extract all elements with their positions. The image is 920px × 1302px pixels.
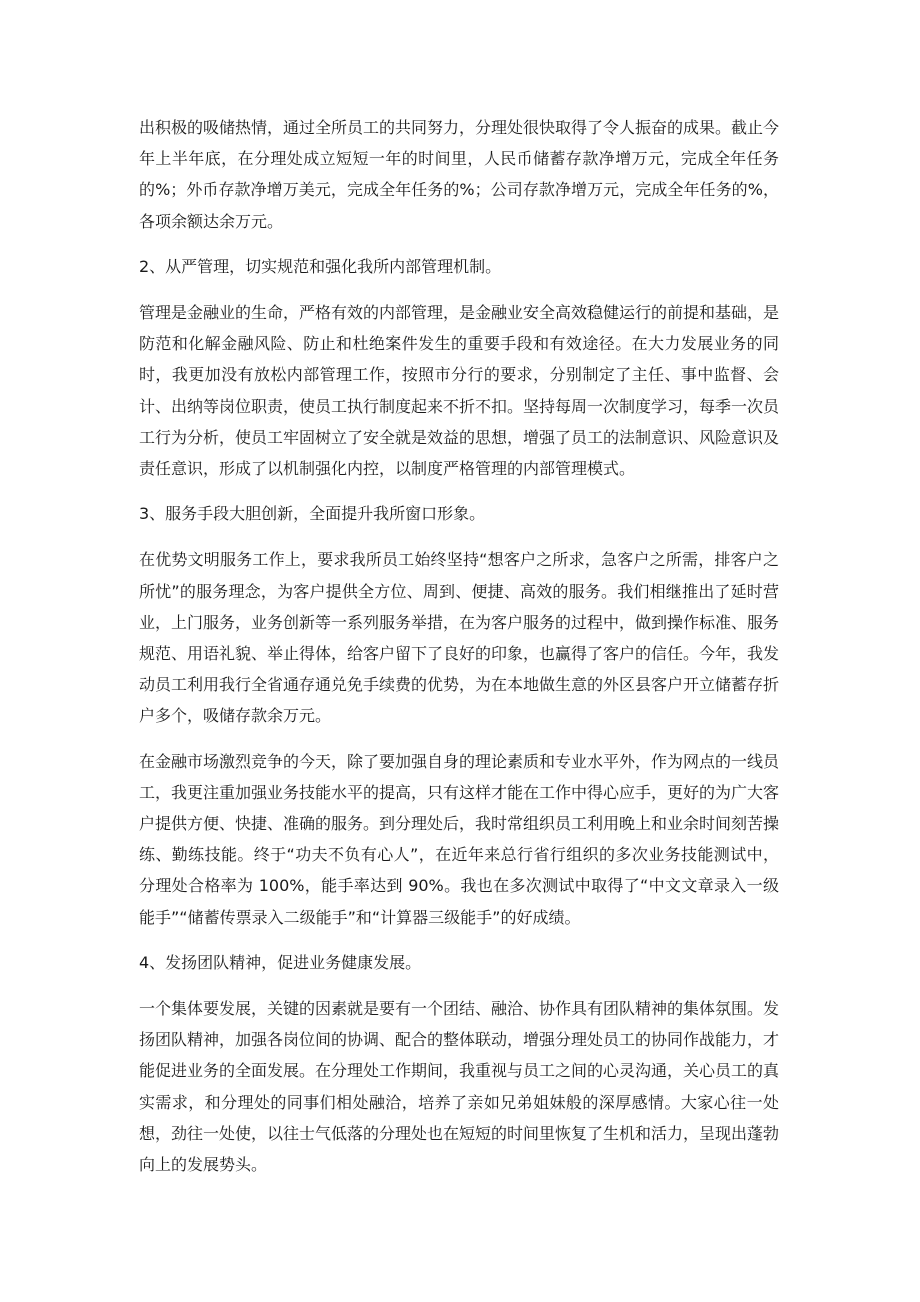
paragraph-deposit-results: 出积极的吸储热情，通过全所员工的共同努力，分理处很快取得了令人振奋的成果。截止今年上半年底，在分理处成立短短一年的时间里，人民币储蓄存款净增万元，完成全年任务的%；外币存款净增万美元，完成全年任务的%；公司存款净增万元，完成全年任务的%，各项余额达余万元。	[139, 118, 780, 231]
document-body	[139, 112, 779, 1194]
paragraph-team-spirit: 一个集体要发展，关键的因素就是要有一个团结、融洽、协作具有团队精神的集体氛围。发扬团队精神，加强各岗位间的协调、配合的整体联动，增强分理处员工的协同作战能力，才能促进业务的全面发展。在分理处工作期间，我重视与员工之间的心灵沟通，关心员工的真实需求，和分理处的同事们相处融洽，培养了亲如兄弟姐妹般的深厚感情。大家心往一处想，劲往一处使，以往士气低落的分理处也在短短的时间里恢复了生机和活力，呈现出蓬勃向上的发展势头。	[139, 999, 780, 1175]
paragraph-service-innovation: 在优势文明服务工作上，要求我所员工始终坚持“想客户之所求，急客户之所需，排客户之所忧”的服务理念，为客户提供全方位、周到、便捷、高效的服务。我们相继推出了延时营业，上门服务，业务创新等一系列服务举措，在为客户服务的过程中，做到操作标准、服务规范、用语礼貌、举止得体，给客户留下了良好的印象，也赢得了客户的信任。今年，我发动员工利用我行全省通存通兑免手续费的优势，为在本地做生意的外区县客户开立储蓄存折户多个，吸储存款余万元。	[139, 550, 780, 726]
section-heading-service: 3、服务手段大胆创新，全面提升我所窗口形象。	[139, 504, 486, 524]
section-heading-team: 4、发扬团队精神，促进业务健康发展。	[139, 952, 422, 972]
paragraph-skills-training: 在金融市场激烈竞争的今天，除了要加强自身的理论素质和专业水平外，作为网点的一线员工，我更注重加强业务技能水平的提高，只有这样才能在工作中得心应手，更好的为广大客户提供方便、快捷、准确的服务。到分理处后，我时常组织员工利用晚上和业余时间刻苦操练、勤练技能。终于“功夫不负有心人”，在近年来总行省行组织的多次业务技能测试中，分理处合格率为 100%，能手率达到 90%。我也在多次测试中取得了“中文文章录入一级能手”“储蓄传票录入二级能手”和“计算器三级能手”的好成绩。	[139, 751, 780, 927]
section-heading-management: 2、从严管理，切实规范和强化我所内部管理机制。	[139, 256, 502, 276]
paragraph-internal-management: 管理是金融业的生命，严格有效的内部管理，是金融业安全高效稳健运行的前提和基础，是防范和化解金融风险、防止和杜绝案件发生的重要手段和有效途径。在大力发展业务的同时，我更加没有放松内部管理工作，按照市分行的要求，分别制定了主任、事中监督、会计、出纳等岗位职责，使员工执行制度起来不折不扣。坚持每周一次制度学习，每季一次员工行为分析，使员工牢固树立了安全就是效益的思想，增强了员工的法制意识、风险意识及责任意识，形成了以机制强化内控，以制度严格管理的内部管理模式。	[139, 303, 780, 479]
